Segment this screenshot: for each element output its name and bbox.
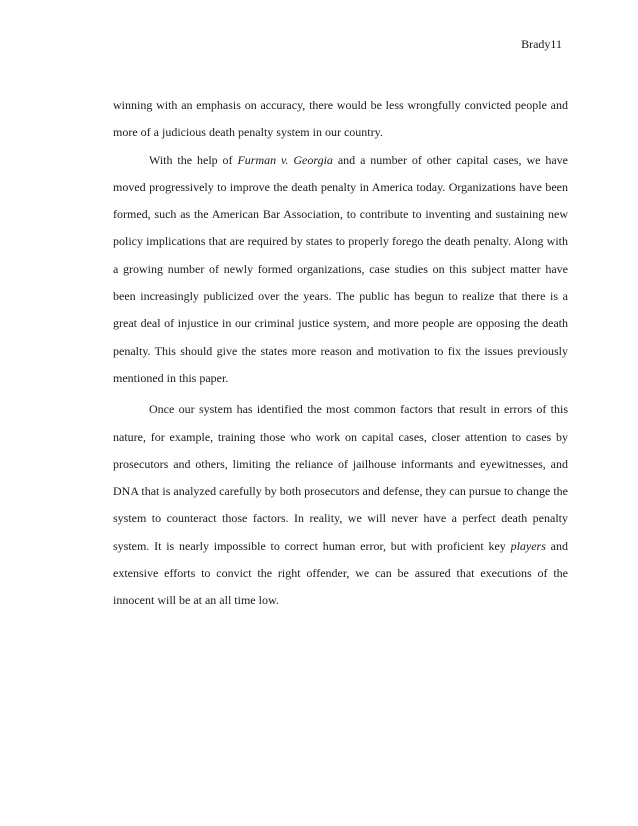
page-label: Brady11 bbox=[521, 37, 562, 51]
body-text bbox=[113, 92, 568, 615]
paragraph-3-part-2: and extensive efforts to convict the right offender, we can be assured that executions of the innocent will be at an all time low. bbox=[113, 538, 568, 608]
emphasis-players: players bbox=[510, 538, 546, 553]
paragraph-1: winning with an emphasis on accuracy, there would be less wrongfully convicted people and more of a judicious death penalty system in our country. bbox=[113, 98, 568, 140]
case-name: Furman v. Georgia bbox=[237, 152, 333, 167]
page-header bbox=[521, 37, 562, 52]
paragraph-2 bbox=[113, 147, 568, 393]
paragraph-2-part-1: With the help of bbox=[149, 152, 238, 167]
paragraph-3-part-1: Once our system has identified the most common factors that result in errors of this nature, for example, training those who work on capital cases, closer attention to cases by prosecutors and others, limiting the reliance of jailhouse informants and eyewitnesses, and DNA that is analyzed carefully by both prosecutors and defense, they can pursue to change the system to counteract those factors. In reality, we will never have a perfect death penalty system. It is nearly impossible to correct human error, but with proficient key bbox=[113, 402, 568, 553]
paragraph-3 bbox=[113, 396, 568, 614]
paragraph-2-part-2: and a number of other capital cases, we have moved progressively to improve the death penalty in America today. Organizations have been formed, such as the American Bar Association, to contribute to inventing and sustaining new policy implications that are required by states to properly forego the death penalty. Along with a growing number of newly formed organizations, case studies on this subject matter have been increasingly publicized over the years. The public has begun to realize that there is a great deal of injustice in our criminal justice system, and more people are opposing the death penalty. This should give the states more reason and motivation to fix the issues previously mentioned in this paper. bbox=[113, 152, 568, 385]
